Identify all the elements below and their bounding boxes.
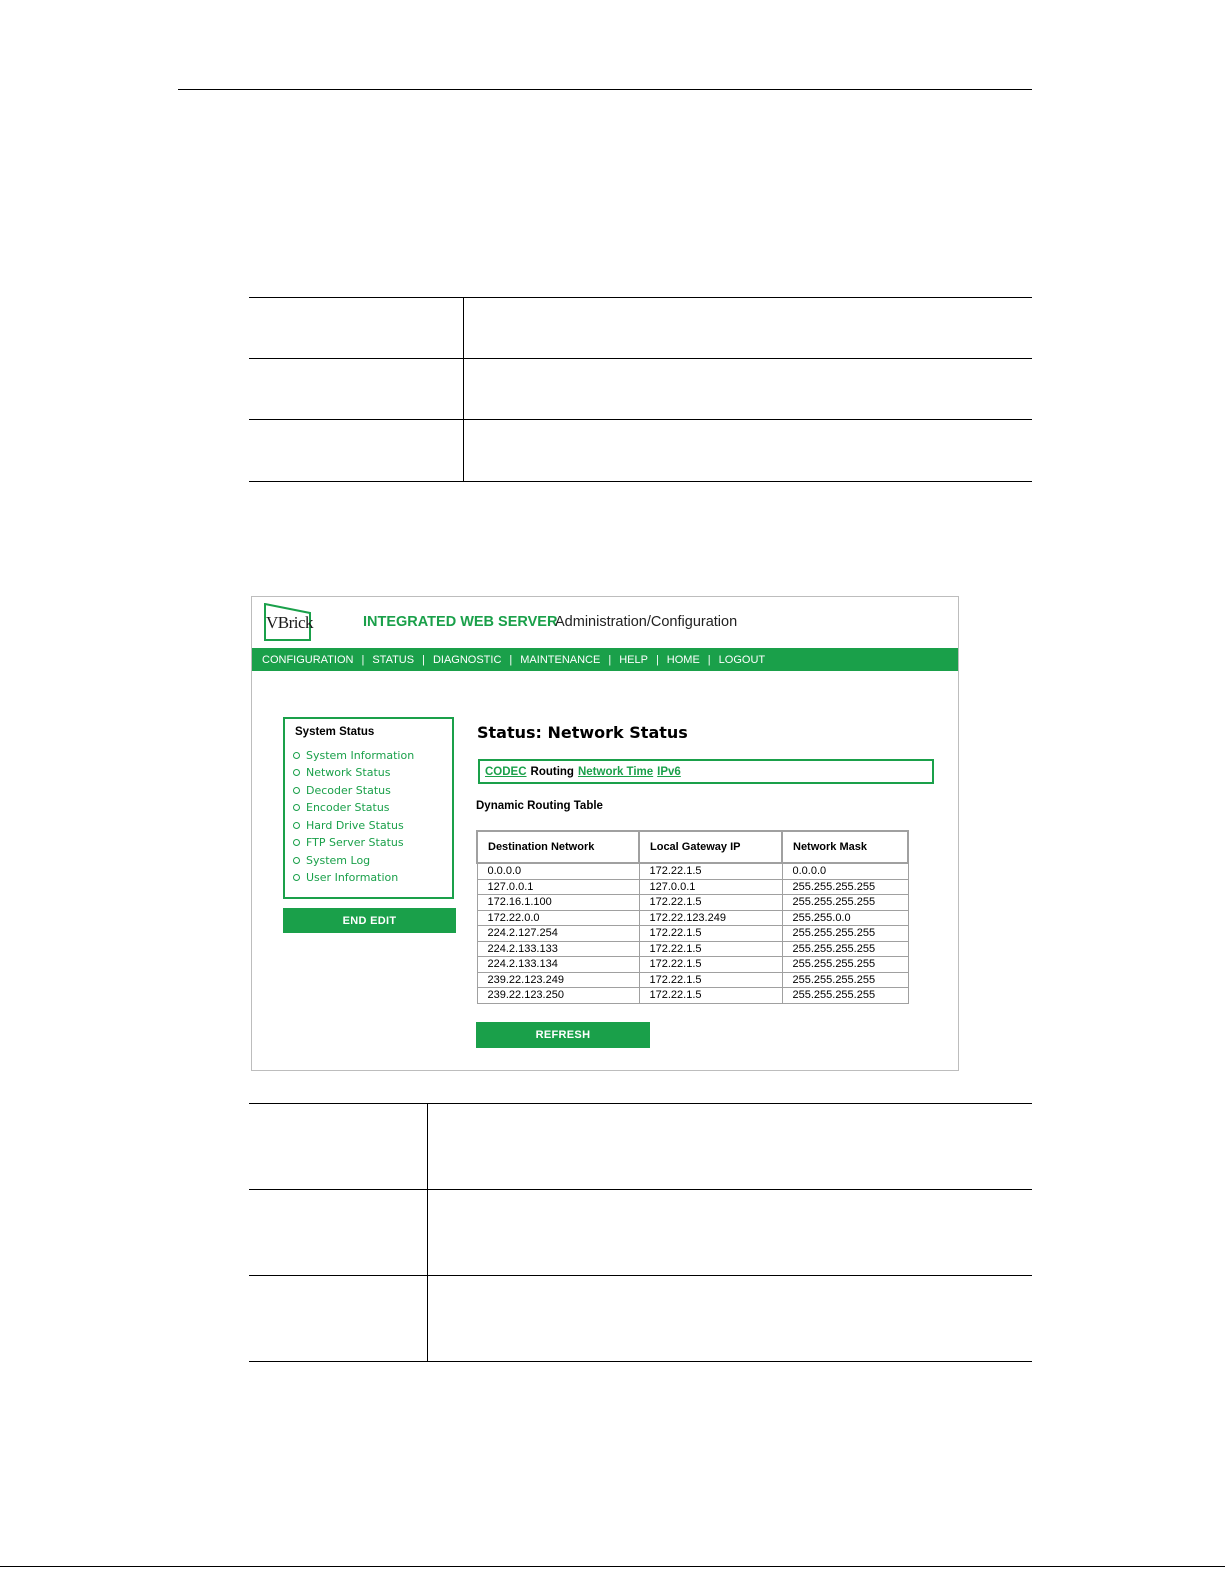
table-header-row	[477, 831, 908, 863]
cell-mask: 255.255.255.255	[782, 926, 908, 942]
cell-gateway: 172.22.1.5	[639, 863, 782, 879]
sidebar-item-system-information[interactable]	[293, 749, 414, 762]
table-rule	[249, 1361, 1032, 1362]
column-header-mask: Network Mask	[782, 831, 908, 863]
nav-maintenance[interactable]: MAINTENANCE	[520, 653, 601, 666]
sidebar-item-label: User Information	[306, 871, 399, 884]
sidebar-item-ftp-server-status[interactable]	[293, 836, 404, 849]
cell-destination: 224.2.133.133	[477, 941, 639, 957]
sidebar-item-system-log[interactable]	[293, 854, 370, 867]
bullet-icon	[293, 874, 300, 881]
nav-separator: |	[361, 653, 365, 666]
top-nav	[252, 648, 958, 671]
sidebar-title: System Status	[295, 726, 375, 738]
table-rule	[249, 297, 1032, 298]
cell-mask: 255.255.255.255	[782, 879, 908, 895]
bullet-icon	[293, 769, 300, 776]
column-header-gateway: Local Gateway IP	[639, 831, 782, 863]
table-rule	[249, 1275, 1032, 1276]
nav-home[interactable]: HOME	[666, 653, 700, 666]
bullet-icon	[293, 752, 300, 759]
nav-logout[interactable]: LOGOUT	[718, 653, 766, 666]
page-bottom-rule	[0, 1566, 1225, 1567]
tab-ipv6[interactable]: IPv6	[657, 765, 681, 778]
nav-help[interactable]: HELP	[619, 653, 648, 666]
cell-gateway: 172.22.1.5	[639, 941, 782, 957]
table-rule	[249, 481, 1032, 482]
header-title: INTEGRATED WEB SERVER	[363, 614, 558, 630]
bullet-icon	[293, 787, 300, 794]
cell-mask: 255.255.255.255	[782, 957, 908, 973]
cell-gateway: 172.22.1.5	[639, 895, 782, 911]
page-title: Status: Network Status	[477, 723, 688, 742]
routing-table-label: Dynamic Routing Table	[476, 800, 603, 812]
cell-destination: 172.22.0.0	[477, 910, 639, 926]
sidebar-item-encoder-status[interactable]	[293, 801, 390, 814]
column-header-destination: Destination Network	[477, 831, 639, 863]
sidebar-item-label: System Log	[306, 854, 371, 867]
bullet-icon	[293, 804, 300, 811]
table-row	[477, 863, 908, 879]
sidebar-item-label: System Information	[306, 749, 415, 762]
table-row	[477, 941, 908, 957]
table-row	[477, 910, 908, 926]
nav-diagnostic[interactable]: DIAGNOSTIC	[432, 653, 502, 666]
cell-mask: 255.255.255.255	[782, 941, 908, 957]
tab-routing: Routing	[530, 765, 574, 778]
cell-gateway: 172.22.1.5	[639, 926, 782, 942]
sidebar-item-label: Decoder Status	[306, 784, 391, 797]
bullet-icon	[293, 839, 300, 846]
cell-gateway: 172.22.1.5	[639, 988, 782, 1004]
cell-destination: 224.2.133.134	[477, 957, 639, 973]
cell-mask: 255.255.0.0	[782, 910, 908, 926]
cell-gateway: 172.22.123.249	[639, 910, 782, 926]
sidebar-item-label: Encoder Status	[306, 801, 390, 814]
cell-gateway: 172.22.1.5	[639, 957, 782, 973]
sidebar-item-label: Hard Drive Status	[306, 819, 404, 832]
table-rule	[249, 1189, 1032, 1190]
table-row	[477, 957, 908, 973]
cell-mask: 255.255.255.255	[782, 895, 908, 911]
cell-destination: 224.2.127.254	[477, 926, 639, 942]
logo-text: VBrick	[266, 613, 314, 632]
bullet-icon	[293, 822, 300, 829]
cell-destination: 0.0.0.0	[477, 863, 639, 879]
dynamic-routing-table	[476, 830, 909, 1004]
cell-mask: 0.0.0.0	[782, 863, 908, 879]
web-server-screenshot	[251, 596, 959, 1071]
cell-gateway: 127.0.0.1	[639, 879, 782, 895]
nav-configuration[interactable]: CONFIGURATION	[262, 653, 354, 666]
table-rule	[249, 1103, 1032, 1104]
tab-network-time[interactable]: Network Time	[577, 765, 654, 778]
table-row	[477, 988, 908, 1004]
cell-destination: 172.16.1.100	[477, 895, 639, 911]
cell-mask: 255.255.255.255	[782, 972, 908, 988]
sidebar-item-label: Network Status	[306, 766, 391, 779]
table-row	[477, 926, 908, 942]
table-rule	[249, 419, 1032, 420]
table-rule	[249, 358, 1032, 359]
table-row	[477, 972, 908, 988]
cell-destination: 239.22.123.250	[477, 988, 639, 1004]
cell-destination: 127.0.0.1	[477, 879, 639, 895]
refresh-button[interactable]: REFRESH	[476, 1022, 650, 1048]
table-row	[477, 895, 908, 911]
nav-separator: |	[422, 653, 425, 666]
nav-separator: |	[707, 653, 711, 666]
page-top-rule	[178, 89, 1032, 90]
nav-separator: |	[509, 653, 513, 666]
header-subtitle: Administration/Configuration	[555, 614, 738, 630]
sidebar-item-label: FTP Server Status	[306, 836, 404, 849]
sidebar-item-hard-drive-status[interactable]	[293, 819, 404, 832]
bullet-icon	[293, 857, 300, 864]
table-row	[477, 879, 908, 895]
sidebar-item-user-information[interactable]	[293, 871, 398, 884]
tab-codec[interactable]: CODEC	[485, 765, 527, 778]
end-edit-button[interactable]: END EDIT	[283, 908, 456, 933]
nav-status[interactable]: STATUS	[372, 653, 415, 666]
sidebar-item-decoder-status[interactable]	[293, 784, 391, 797]
table-divider	[427, 1103, 428, 1361]
table-divider	[463, 297, 464, 481]
cell-mask: 255.255.255.255	[782, 988, 908, 1004]
cell-destination: 239.22.123.249	[477, 972, 639, 988]
nav-separator: |	[608, 653, 612, 666]
cell-gateway: 172.22.1.5	[639, 972, 782, 988]
sidebar-item-network-status[interactable]	[293, 766, 390, 779]
status-subtabs	[478, 759, 934, 784]
sidebar	[283, 717, 454, 899]
nav-separator: |	[655, 653, 659, 666]
